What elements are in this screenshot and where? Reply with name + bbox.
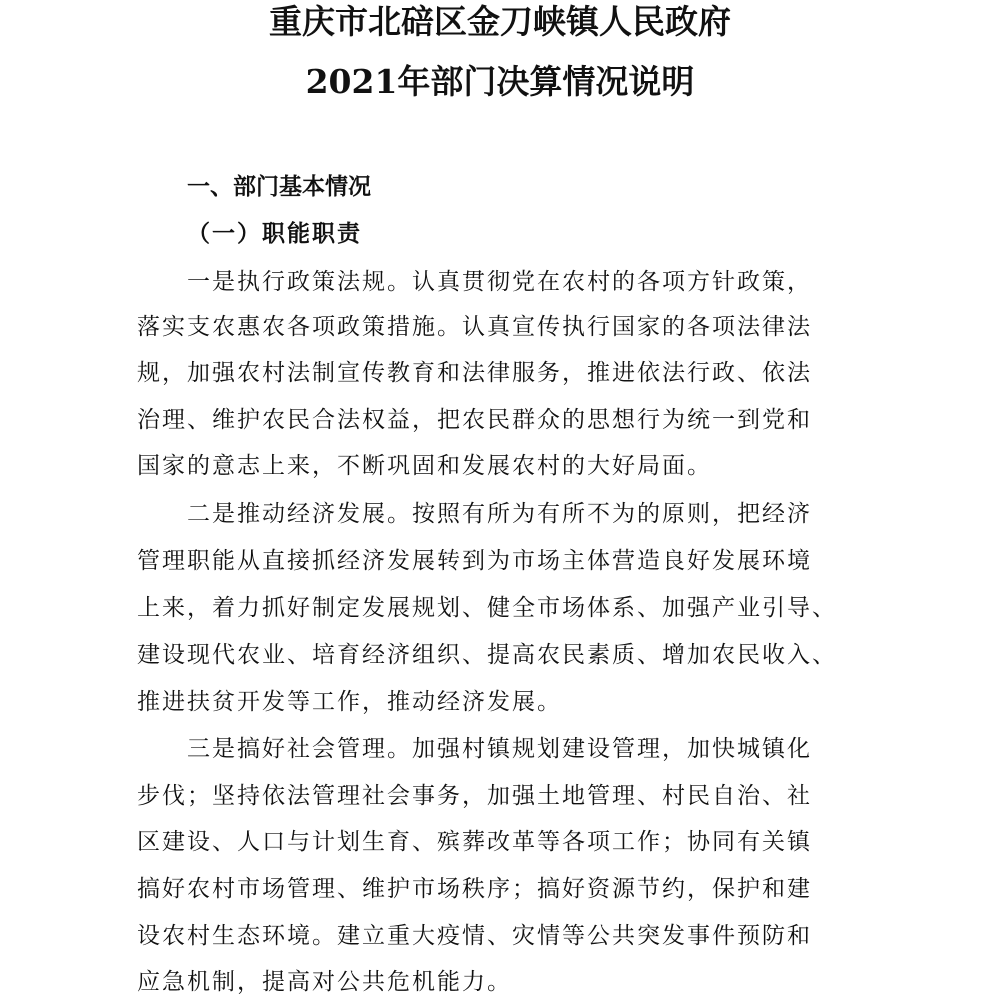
paragraph-line: 上来，着力抓好制定发展规划、健全市场体系、加强产业引导、 bbox=[137, 595, 837, 621]
document-title-line-2: 2021年部门决算情况说明 bbox=[305, 62, 695, 101]
paragraph-line: 二是推动经济发展。按照有所为有所不为的原则，把经济 bbox=[187, 501, 812, 527]
paragraph-line: 规，加强农村法制宣传教育和法律服务，推进依法行政、依法 bbox=[137, 360, 812, 386]
section-heading: 一、部门基本情况 bbox=[187, 174, 371, 200]
subsection-heading: （一）职能职责 bbox=[187, 220, 362, 247]
paragraph-line: 应急机制，提高对公共危机能力。 bbox=[137, 969, 512, 995]
document-title-line-1: 重庆市北碚区金刀峡镇人民政府 bbox=[269, 2, 731, 41]
paragraph-line: 区建设、人口与计划生育、殡葬改革等各项工作；协同有关镇 bbox=[137, 829, 812, 855]
paragraph-line: 一是执行政策法规。认真贯彻党在农村的各项方针政策， bbox=[187, 269, 812, 295]
paragraph-line: 推进扶贫开发等工作，推动经济发展。 bbox=[137, 689, 562, 715]
paragraph-line: 落实支农惠农各项政策措施。认真宣传执行国家的各项法律法 bbox=[137, 314, 812, 340]
paragraph-line: 治理、维护农民合法权益，把农民群众的思想行为统一到党和 bbox=[137, 407, 812, 433]
paragraph-line: 步伐；坚持依法管理社会事务，加强土地管理、村民自治、社 bbox=[137, 783, 812, 809]
paragraph-line: 国家的意志上来，不断巩固和发展农村的大好局面。 bbox=[137, 453, 712, 479]
paragraph-line: 三是搞好社会管理。加强村镇规划建设管理，加快城镇化 bbox=[187, 736, 812, 762]
paragraph-line: 管理职能从直接抓经济发展转到为市场主体营造良好发展环境 bbox=[137, 548, 812, 574]
paragraph-line: 建设现代农业、培育经济组织、提高农民素质、增加农民收入、 bbox=[137, 642, 837, 668]
paragraph-line: 设农村生态环境。建立重大疫情、灾情等公共突发事件预防和 bbox=[137, 923, 812, 949]
paragraph-line: 搞好农村市场管理、维护市场秩序；搞好资源节约，保护和建 bbox=[137, 876, 812, 902]
